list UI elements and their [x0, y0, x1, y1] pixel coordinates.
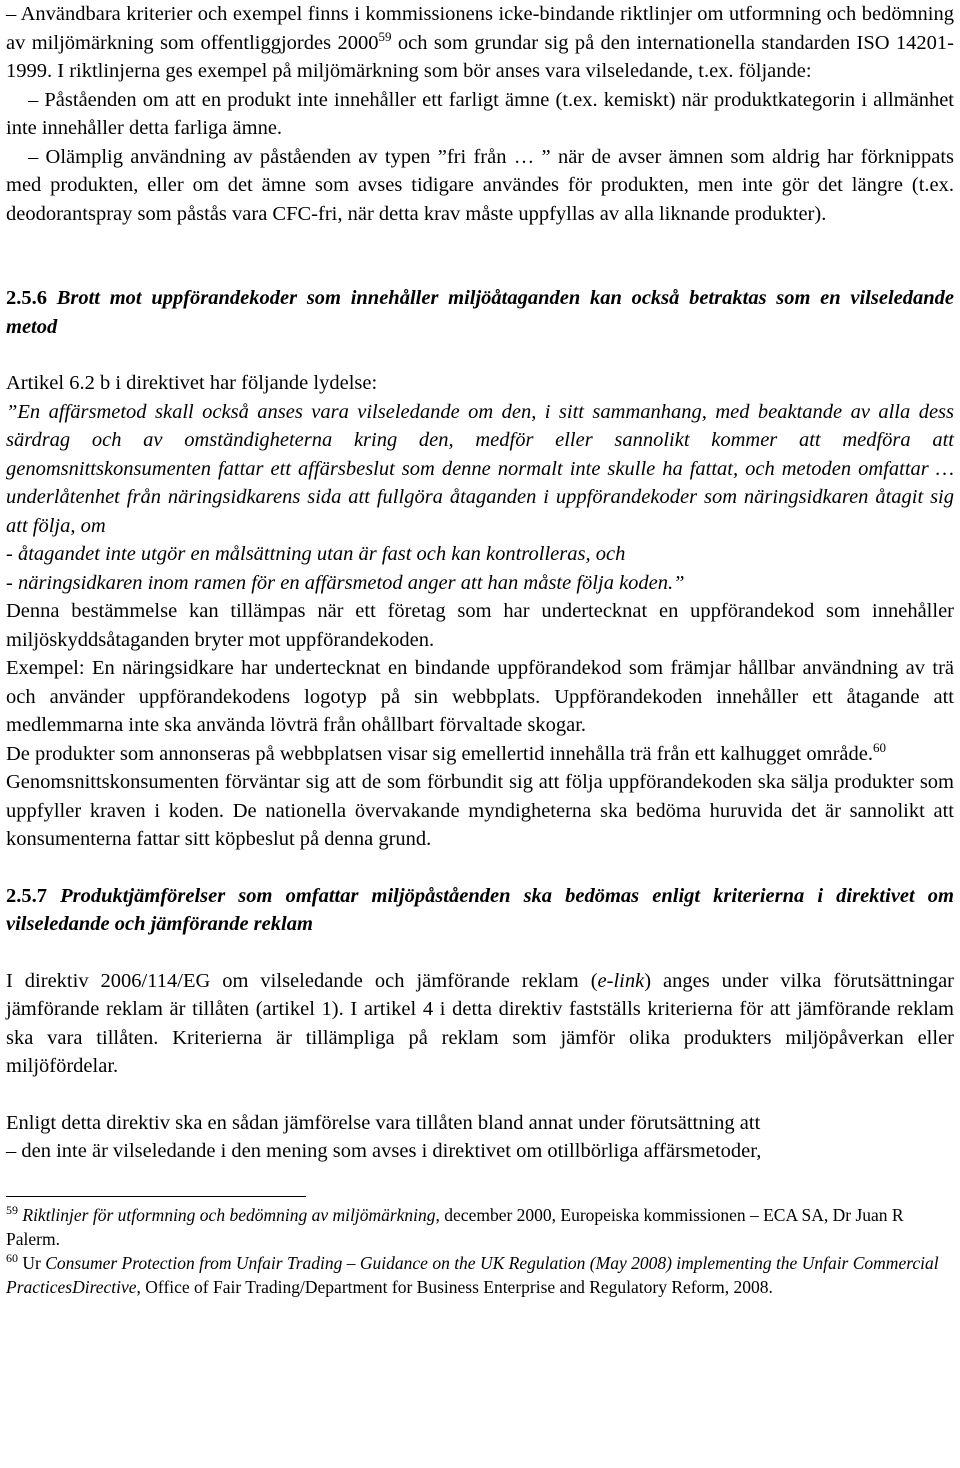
text-span: – Användbara kriterier och exempel finns i kommissionens icke-bindande riktlinjer om utformning och bedömning av miljömärkning som offentliggjordes 2000: [6, 3, 954, 54]
spacer: [6, 228, 954, 284]
paragraph-claim-hazard: – Påståenden om att en produkt inte innehåller ett farligt ämne (t.ex. kemiskt) när produktkategorin i allmänhet inte innehåller detta farliga ämne.: [6, 88, 954, 139]
text-span: De produkter som annonseras på webbplatsen visar sig emellertid innehålla trä från ett kalhugget område.: [6, 742, 873, 765]
quote-condition-a: - åtagandet inte utgör en målsättning utan är fast och kan kontrolleras, och: [6, 543, 626, 565]
section-title: Produktjämförelser som omfattar miljöpåståenden ska bedömas enligt kriterierna i direktivet om vilseledande och jämförande reklam: [6, 884, 954, 935]
section-number: 2.5.6: [6, 287, 47, 309]
footnote-ref-60[interactable]: 60: [872, 739, 886, 755]
spacer: [6, 854, 954, 882]
text-span: och som grundar sig på den internationella standarden ISO 14201-1999. I riktlinjerna ges exempel på miljömärkning som bör anses vara vilseledande, t.ex. följande:: [6, 31, 954, 82]
e-link[interactable]: e-link: [597, 969, 645, 992]
section-title: Brott mot uppförandekoder som innehåller miljöåtaganden kan också betraktas som en vilseledande metod: [6, 287, 954, 338]
paragraph-conditions: Enligt detta direktiv ska en sådan jämförelse vara tillåten bland annat under förutsättning att: [6, 1111, 761, 1134]
paragraph-directive: [6, 967, 954, 1081]
paragraph-claim-free-from: – Olämplig användning av påståenden av typen ”fri från … ” när de avser ämnen som aldrig har förknippats med produkten, eller om det ämne som avses tidigare användes för produkten, men inte gör det längre (t.ex. deodorantspray som påstås vara CFC-fri, när detta krav måste uppfyllas av alla liknande produkter).: [6, 145, 954, 225]
footnote-59: [6, 1203, 954, 1251]
footnote-title: Riktlinjer för utformning och bedömning av miljömärkning: [18, 1204, 436, 1225]
paragraph-products: [6, 740, 954, 769]
section-number: 2.5.7: [6, 884, 47, 907]
footnote-number: 60: [6, 1250, 18, 1265]
footnote-60: [6, 1251, 954, 1299]
spacer: [6, 1081, 954, 1109]
footnote-ref-59[interactable]: 59: [378, 28, 392, 44]
paragraph-consumer: Genomsnittskonsumenten förväntar sig att de som förbundit sig att följa uppförandekoden ska sälja produkter som uppfyller kraven i koden. De nationella övervakande myndigheterna ska bedöma huruvida det är sannolikt att konsumenterna fattar sitt köpbeslut på denna grund.: [6, 771, 954, 850]
section-heading-2-5-7: [6, 882, 954, 939]
spacer: [6, 341, 954, 369]
text-span: Ur: [18, 1252, 46, 1273]
paragraph-example: Exempel: En näringsidkare har undertecknat en bindande uppförandekod som främjar hållbar användning av trä och använder uppförandekodens logotyp på sin webbplats. Uppförandekoden innehåller ett åtagande att medlemmarna inte ska använda lövträ från ohållbart förvaltade skogar.: [6, 657, 954, 736]
paragraph-guidelines: [6, 0, 954, 86]
text-span: , december 2000, Europeiska kommissionen – ECA SA, Dr Juan R Palerm.: [6, 1204, 904, 1249]
text-span: I direktiv 2006/114/EG om vilseledande och jämförande reklam (: [6, 969, 598, 992]
footnote-divider: [6, 1196, 306, 1197]
spacer: [6, 939, 954, 967]
footnote-title: Consumer Protection from Unfair Trading – Guidance on the UK Regulation (May 2008) implementing the Unfair Commercial PracticesDirective: [6, 1252, 939, 1297]
quote-condition-b: - näringsidkaren inom ramen för en affärsmetod anger att han måste följa koden.”: [6, 571, 685, 594]
quote-article-text: ”En affärsmetod skall också anses vara vilseledande om den, i sitt sammanhang, med beaktande av alla dess särdrag och av omständigheterna kring den, medför eller sannolikt kommer att medföra att genomsnittskonsumenten fattar ett affärsbeslut som denne normalt inte skulle ha fattat, och metoden omfattar … underlåtenhet från näringsidkarens sida att fullgöra åtaganden i uppförandekoder som näringsidkaren åtagit sig att följa, om: [6, 400, 954, 537]
paragraph-article-intro: Artikel 6.2 b i direktivet har följande lydelse:: [6, 372, 378, 394]
text-span: ) anges under vilka förutsättningar jämförande reklam är tillåten (artikel 1). I artikel 4 i detta direktiv fastställs kriterierna för att jämförande reklam ska vara tillåten. Kriterierna är tillämpliga på reklam som jämför olika produkters miljöpåverkan eller miljöfördelar.: [6, 969, 955, 1077]
paragraph-application: Denna bestämmelse kan tillämpas när ett företag som har undertecknat en uppförandekod som innehåller miljöskyddsåtaganden bryter mot uppförandekoden.: [6, 600, 954, 651]
text-span: , Office of Fair Trading/Department for Business Enterprise and Regulatory Reform, 2008.: [136, 1276, 773, 1297]
footnote-number: 59: [6, 1202, 18, 1217]
paragraph-condition-misleading: – den inte är vilseledande i den mening som avses i direktivet om otillbörliga affärsmetoder,: [6, 1140, 762, 1162]
section-heading-2-5-6: [6, 284, 954, 341]
